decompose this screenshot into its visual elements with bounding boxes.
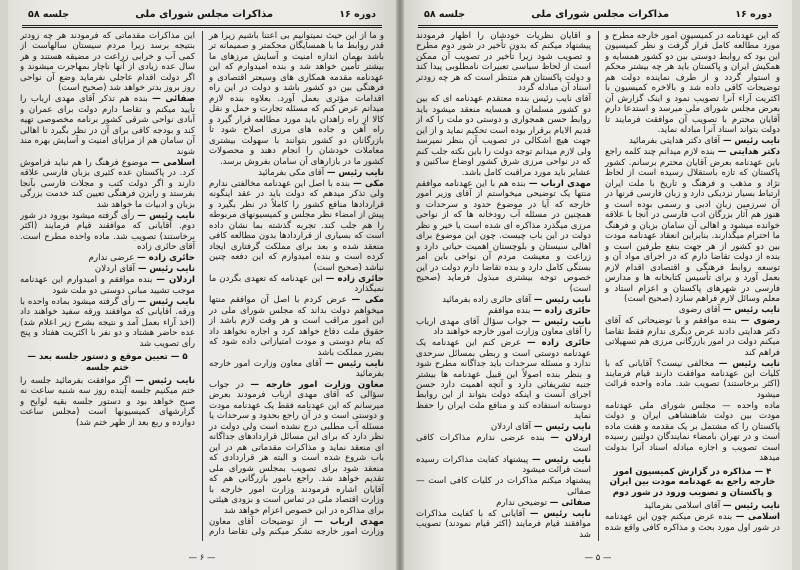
speaker-name: مهدی ارباب — [528, 178, 592, 189]
section-heading: ۴ — مذاکره در گزارش کمیسیون امور خارجه راجع به عهدنامه مودت بین ایران و پاکستان و تصویب ورود در شور دوم [609, 466, 776, 498]
speech-paragraph [209, 274, 384, 295]
page-number: — ۵ — [584, 553, 612, 563]
speech-text: بنده هم با این عهدنامه موافقم منتها یک توضیحی میخواستم از آقای وزیر امور خارجه که آیا در موضوع حدود و سرحدات و همچنین در مسئله آب رودخانه ها که از نواحی مرزی میگذرد مذاکره ای شده است یا خیر و نظر دولت در این باب چیست. چون این موضوع برای اهالی سیستان و بلوچستان اهمیت حیاتی دارد و زراعت و معیشت مردم آن نواحی باین امر بستگی کامل دارد و بنده تقاضا دارم دولت در این خصوص توجه بیشتری مبذول فرماید (صحیح است) [416, 178, 591, 294]
term-label: دوره ۱۶ [735, 9, 772, 20]
speaker-name: نایب رئیس — [722, 501, 780, 512]
speech-text: و ما از این حیث نمیتوانیم بی اعتنا باشیم زیرا هر قدر روابط ما با همسایگان محکمتر و صمیمانه تر باشد بهمان اندازه امنیت و آسایش مرزهای ما بیشتر تأمین خواهد شد و بنده امیدوارم که این عهدنامه مقدمه همکاری های وسیعتر اقتصادی و فرهنگی بین دو کشور باشد و دولت در این راه اقدامات مؤثری بعمل آورد. بعلاوه بنده لازم میدانم عرض کنم که مسئله تجارت و حمل و نقل کالا از راه زاهدان باید مورد مطالعه قرار گیرد و راه آهن و جاده های مرزی اصلاح شود تا بازرگانان دو کشور بتوانند با سهولت بیشتری معاملات خودشان را انجام دهند و محصولات کشور ما در بازارهای آن سامان بفروش برسد. [209, 31, 384, 167]
text-paragraph [209, 31, 384, 167]
speech-text: پیشنهاد میکنم مذاکرات در کلیات کافی است — صفائی [416, 476, 591, 497]
speaker-name: اسلامی — [150, 157, 195, 168]
speaker-name: نایب رئیس — [722, 305, 780, 316]
term-label: دوره ۱۶ [339, 9, 376, 20]
speech-text: بنده موافقم و امیدوارم این عهدنامه موجب تشیید مبانی دوستی دو ملت شود [20, 275, 195, 296]
publication-title: مذاکرات مجلس شورای ملی [531, 9, 670, 20]
page-gutter [396, 0, 404, 570]
speech-text: از توضیحات آقای معاون وزارت امور خارجه تشکر میکنم ولی تقاضا دارم این مذاکرات مقدماتی که فرمودند هر چه زودتر بنتیجه برسد زیرا مردم سیستان سالهاست از کمی آب و خرابی زراعت در مضیقه هستند و هر سال عده زیادی از آنها ناچار بمهاجرت میشوند و اگر دولت اقدام عاجلی نفرماید وضع آن نواحی روز بروز بدتر خواهد شد (صحیح است) [20, 31, 384, 538]
speech-text: موضوع فرهنگ را هم نباید فراموش کرد. در پاکستان عده کثیری بزبان فارسی علاقه دارند و اگر دولت کتب و مجلات فارسی بآنجا بفرستد و رایزن فرهنگی تعیین کند خدمت بزرگی بزبان و ادبیات ما خواهد شد [20, 157, 195, 210]
speech-paragraph [416, 498, 591, 508]
session-label: جلسه ۵۸ [28, 9, 70, 20]
speaker-name: اسلامی — [735, 512, 780, 523]
speaker-name: نایب رئیس — [718, 358, 780, 369]
speech-text: آقای اردلان [490, 422, 532, 433]
speaker-name: معاون وزارت امور خارجه — [250, 379, 384, 390]
speaker-name: نایب رئیس — [137, 296, 196, 307]
speech-paragraph [209, 359, 384, 380]
speech-paragraph [416, 295, 591, 305]
speaker-name: نایب رئیس — [137, 210, 196, 221]
text-columns [20, 31, 384, 541]
speech-text: عرض کنم این عهدنامه یک عهدنامه دوستی است و ربطی بمسائل سرحدی ندارد و مسئله سرحدات باید جداگانه مطرح شود و بنظر بنده اصولاً این قبیل عهدنامه ها بیشتر جنبه تشریفاتی دارد و آنچه اهمیت دارد حسن اجرای آنست و اینکه دولت بتواند از این روابط دوستانه استفاده کند و منافع ملت ایران را حفظ نماید [416, 338, 591, 422]
section-heading: ۵ — تعیین موقع و دستور جلسه بعد — ختم جلسه [27, 352, 188, 373]
speaker-name: صفائی — [152, 94, 195, 105]
speech-paragraph [209, 295, 384, 358]
speech-paragraph [416, 179, 591, 294]
speaker-name: نایب رئیس — [325, 358, 384, 369]
speech-paragraph [416, 317, 591, 338]
speaker-name: نایب رئیس — [531, 316, 592, 327]
speech-paragraph [416, 306, 591, 316]
speech-text: عرضی ندارم [88, 253, 135, 264]
speech-paragraph [20, 264, 195, 274]
speaker-name: نایب رئیس — [722, 136, 780, 147]
speech-text: آقای معاون وزارت امور خارجه بفرمائید [209, 358, 384, 379]
speaker-name: اردلان — [550, 433, 592, 444]
text-paragraph [605, 31, 780, 136]
speech-paragraph [605, 359, 780, 401]
speech-text: در جواب سؤالی که آقای مهدی ارباب فرمودند بعرض میرسانم که این عهدنامه فقط یک عهدنامه مودت و دوستی است و در آن راجع بحدود و سرحدات یا مسئله آب مطلبی درج نشده است ولی دولت در نظر دارد که برای این مسائل قراردادهای جداگانه ای منعقد نماید و مذاکرات مقدماتی هم در این باب شروع شده است و البته هر قراردادی که منعقد شود برای تصویب بمجلس شورای ملی تقدیم خواهد شد. راجع بامور بازرگانی هم که آقایان اشاره فرمودند وزارت امور خارجه با وزارت اقتصاد ملی در تماس است و بزودی هیئتی برای مذاکره در این خصوص اعزام خواهد شد [209, 379, 384, 516]
speaker-name: مکی — [351, 295, 384, 306]
session-label: جلسه ۵۸ [424, 9, 466, 20]
speech-paragraph [416, 422, 591, 432]
speech-text: بنده لازم میدانم چند کلمه راجع باین عهدنامه بعرض آقایان محترم برسانم. کشور پاکستان که تازه باستقلال رسیده است از لحاظ نژاد و مذهب و فرهنگ و تاریخ با ملت ایران ارتباط بسیار نزدیکی دارد و زبان فارسی قرنها در آن سرزمین زبان ادبی و رسمی بوده است و هنوز هم آثار بزرگان ادب فارسی در آنجا با علاقه خوانده میشود و اهالی آن سامان بزبان و فرهنگ ما احترام میگذارند. بنابراین انعقاد عهدنامه مودت بین دو کشور از هر جهت بنفع طرفین است و بنده از دولت تقاضا دارم که در اجرای مواد آن و توسعه روابط فرهنگی و اقتصادی اقدام لازم بعمل آورد و برای تأسیس کتابخانه ها و مدارس فارسی در شهرهای پاکستان و اعزام استاد و معلم وسائل لازم فراهم سازد (صحیح است) [605, 147, 780, 305]
speech-paragraph [20, 94, 195, 157]
speech-text: اگر موافقت بفرمائید جلسه را ختم میکنیم جلسه آینده روز سه شنبه ساعت نه صبح خواهد بود و دستور جلسه بقیه لوایح و گزارشهای کمیسیونها است (مجلس ساعت دوازده و ربع بعد از ظهر ختم شد) [20, 376, 195, 428]
speech-text: آقای اسلامی بفرمائید [644, 501, 721, 512]
speech-text: رأی گرفته میشود بماده واحده با ورقه. آقایانی که موافقند ورقه سفید خواهند داد (اخذ آراء بعمل آمد و نتیجه بشرح زیر اعلام شد) عده حاضر هشتاد و دو نفر با اکثریت هفتاد و پنج رأی تصویب شد [20, 296, 195, 349]
page-header [418, 6, 778, 28]
speech-text: مخالفی نیست؟ آقایانی که با کلیات این عهدنامه موافقت دارند قیام فرمایند (اکثر برخاستند) تصویب شد. ماده واحده قرائت میشود [605, 358, 780, 400]
speech-text: آقایانی که با کفایت مذاکرات موافقند قیام فرمایند (اکثر قیام نمودند) تصویب شد [416, 508, 591, 540]
speech-paragraph [416, 509, 591, 540]
speech-paragraph [416, 433, 591, 454]
speech-text: رأی گرفته میشود بورود در شور دوم. آقایانی که موافقند قیام فرمایند (اکثر برخاستند) تصویب شد. ماده واحده مطرح است. آقای حائری زاده [20, 210, 195, 253]
speaker-name: نایب رئیس — [137, 264, 195, 275]
speech-text: آقای رضوی [678, 305, 721, 316]
speech-text: بنده هم تذکر آقای مهدی ارباب را تأیید میکنم و تقاضا دارم دولت برای عمران و آبادی نواحی شرقی کشور برنامه مخصوصی تهیه کند و بودجه کافی برای آن در نظر بگیرد تا اهالی آن سامان هم از مزایای امنیت و آسایش بهره مند شوند [20, 94, 195, 157]
speech-paragraph [20, 376, 195, 428]
speaker-name: رضوی — [740, 316, 780, 327]
speech-text: پیشنهاد کفایت مذاکرات رسیده است قرائت میشود [416, 454, 591, 476]
speech-text: بنده با اصل این عهدنامه مخالفتی ندارم ولی تذکر میدهم که دولت باید در عقد اینگونه قراردادها منافع کشور را کاملاً در نظر بگیرد و پیش از امضاء نظر مجلس و کمیسیونهای مربوطه را هم جلب کند. تجربه گذشته بما نشان داده است که بسیاری از قراردادها بدون مطالعه کافی منعقد شده و بعد برای مملکت گرفتاری ایجاد کرده است و بنده امیدوارم که این دفعه چنین نباشد (صحیح است) [209, 178, 384, 273]
publication-title: مذاکرات مجلس شورای ملی [135, 9, 274, 20]
speaker-name: حائری زاده — [533, 305, 591, 316]
speech-text: آقای حائری زاده بفرمائید [442, 294, 532, 305]
text-columns [416, 31, 780, 541]
speech-text: بنده عرض میکنم چون این عهدنامه در شور اول مورد بحث و مذاکره کافی واقع شده و آقایان نظریات خودشان را اظهار فرمودند پیشنهاد میکنم که بدون تأخیر در شور دوم مطرح و تصویب شود زیرا تأخیر در تصویب آن ممکن است از لحاظ سیاسی تعبیرات نامطلوبی پیدا کند و دولت پاکستان هم منتظر است که هر چه زودتر اسناد آن مبادله گردد [416, 31, 780, 533]
speech-paragraph [416, 455, 591, 476]
speaker-name: نایب رئیس — [135, 376, 196, 386]
page-number: — ۶ — [188, 553, 216, 563]
right-page [404, 0, 792, 570]
speech-paragraph [605, 136, 780, 146]
speech-paragraph [605, 305, 780, 315]
speech-paragraph [416, 338, 591, 422]
speech-text: ماده واحده — مجلس شورای ملی عهدنامه مودت بین دولت شاهنشاهی ایران و دولت پاکستان را که مشتمل بر یک مقدمه و هفت ماده است و در تهران بامضاء نمایندگان دولتین رسیده است تصویب و اجازه مبادله اسناد آنرا بدولت میدهد [605, 400, 780, 464]
speaker-name: نایب رئیس — [326, 167, 384, 178]
speech-text: جواب سؤال آقای مهدی ارباب را آقای معاون وزارت امور خارجه خواهند داد [416, 316, 591, 338]
speaker-name: نایب رئیس — [533, 422, 591, 433]
speech-paragraph [20, 211, 195, 253]
text-paragraph [416, 476, 591, 497]
speech-paragraph [605, 501, 780, 511]
speaker-name: حائری زاده — [527, 338, 591, 349]
speech-paragraph [209, 179, 384, 273]
speech-text: آقای دکتر هدایتی بفرمائید [629, 136, 721, 147]
speech-text: آقای اردلان [94, 264, 136, 275]
page-header [22, 6, 382, 28]
text-paragraph [605, 401, 780, 464]
speech-text: بنده موافقم [488, 305, 531, 316]
speaker-name: صفائی — [549, 497, 591, 508]
speaker-name: دکتر هدایتی — [717, 147, 780, 158]
speech-text: عرض کردم با اصل آن موافقم منتها میخواهم دولت بداند که مجلس شورای ملی در این امور مراقب است و هر وقت لازم باشد از حقوق ملت دفاع خواهد کرد و اجازه نخواهد داد که بنام دوستی و مودت امتیازاتی داده شود که بضرر مملکت باشد [209, 295, 384, 358]
speech-paragraph [20, 275, 195, 296]
speech-text: آقای نایب رئیس بنده معتقدم عهدنامه ای که بین دو کشور مسلمان و همسایه منعقد میشود باید روابط حسن همجواری و دوستی دو ملت را که از قدیم الایام برقرار بوده است تحکیم نماید و از این جهت هیچ اشکالی در تصویب آن بنظر نمیرسد ولی لازم میدانم توجه دولت را باین نکته جلب کنم که در نواحی مرزی شرق کشور اوضاع ساکنین و عشایر باید مورد مراقبت کامل باشد. [416, 94, 591, 178]
text-paragraph [416, 94, 591, 178]
speaker-name: مکی — [353, 178, 384, 189]
speech-text: این عهدنامه که تعهدی بگردن ما نمیگذارد [209, 273, 384, 295]
left-page [8, 0, 396, 570]
speech-paragraph [209, 168, 384, 178]
speaker-name: نایب رئیس — [533, 294, 591, 305]
speaker-name: نایب رئیس — [531, 454, 592, 465]
speech-text: آقای مکی بفرمائید [258, 167, 325, 178]
speech-text: توضیحی ندارم [496, 497, 548, 508]
speaker-name: مهدی ارباب — [314, 516, 384, 527]
speech-paragraph [20, 158, 195, 210]
speech-text: که این عهدنامه در کمیسیون امور خارجه مطرح و مورد مطالعه کامل قرار گرفت و نظر کمیسیون این بود که روابط دوستی بین دو کشور همسایه و همکیش ایران و پاکستان باید هر چه بیشتر محکم و استوار گردد و از طرف نماینده دولت هم توضیحات کافی داده شد و بالاخره کمیسیون با اکثریت آراء آنرا تصویب نمود و اینک گزارش آن بعرض مجلس شورای ملی میرسد و استدعا دارم آقایان محترم با تصویب آن موافقت فرمایند تا دولت بتواند اسناد آنرا مبادله نماید. [605, 31, 780, 136]
speech-paragraph [20, 253, 195, 263]
speech-paragraph [20, 297, 195, 349]
speech-paragraph [605, 147, 780, 304]
speech-text: بنده عرضی ندارم مذاکرات کافی است [416, 433, 591, 454]
speaker-name: اردلان — [156, 275, 195, 286]
speech-paragraph [209, 380, 384, 516]
speaker-name: حائری زاده — [137, 253, 195, 264]
speaker-name: نایب رئیس — [529, 508, 592, 519]
speaker-name: حائری زاده — [325, 273, 384, 284]
speech-paragraph [605, 316, 780, 358]
speech-text: بنده موافقم و با توضیحاتی که آقای دکتر هدایتی دادند عرض دیگری ندارم فقط تقاضا میکنم دولت در امور بازرگانی مرزی هم تسهیلاتی فراهم کند [605, 316, 780, 358]
